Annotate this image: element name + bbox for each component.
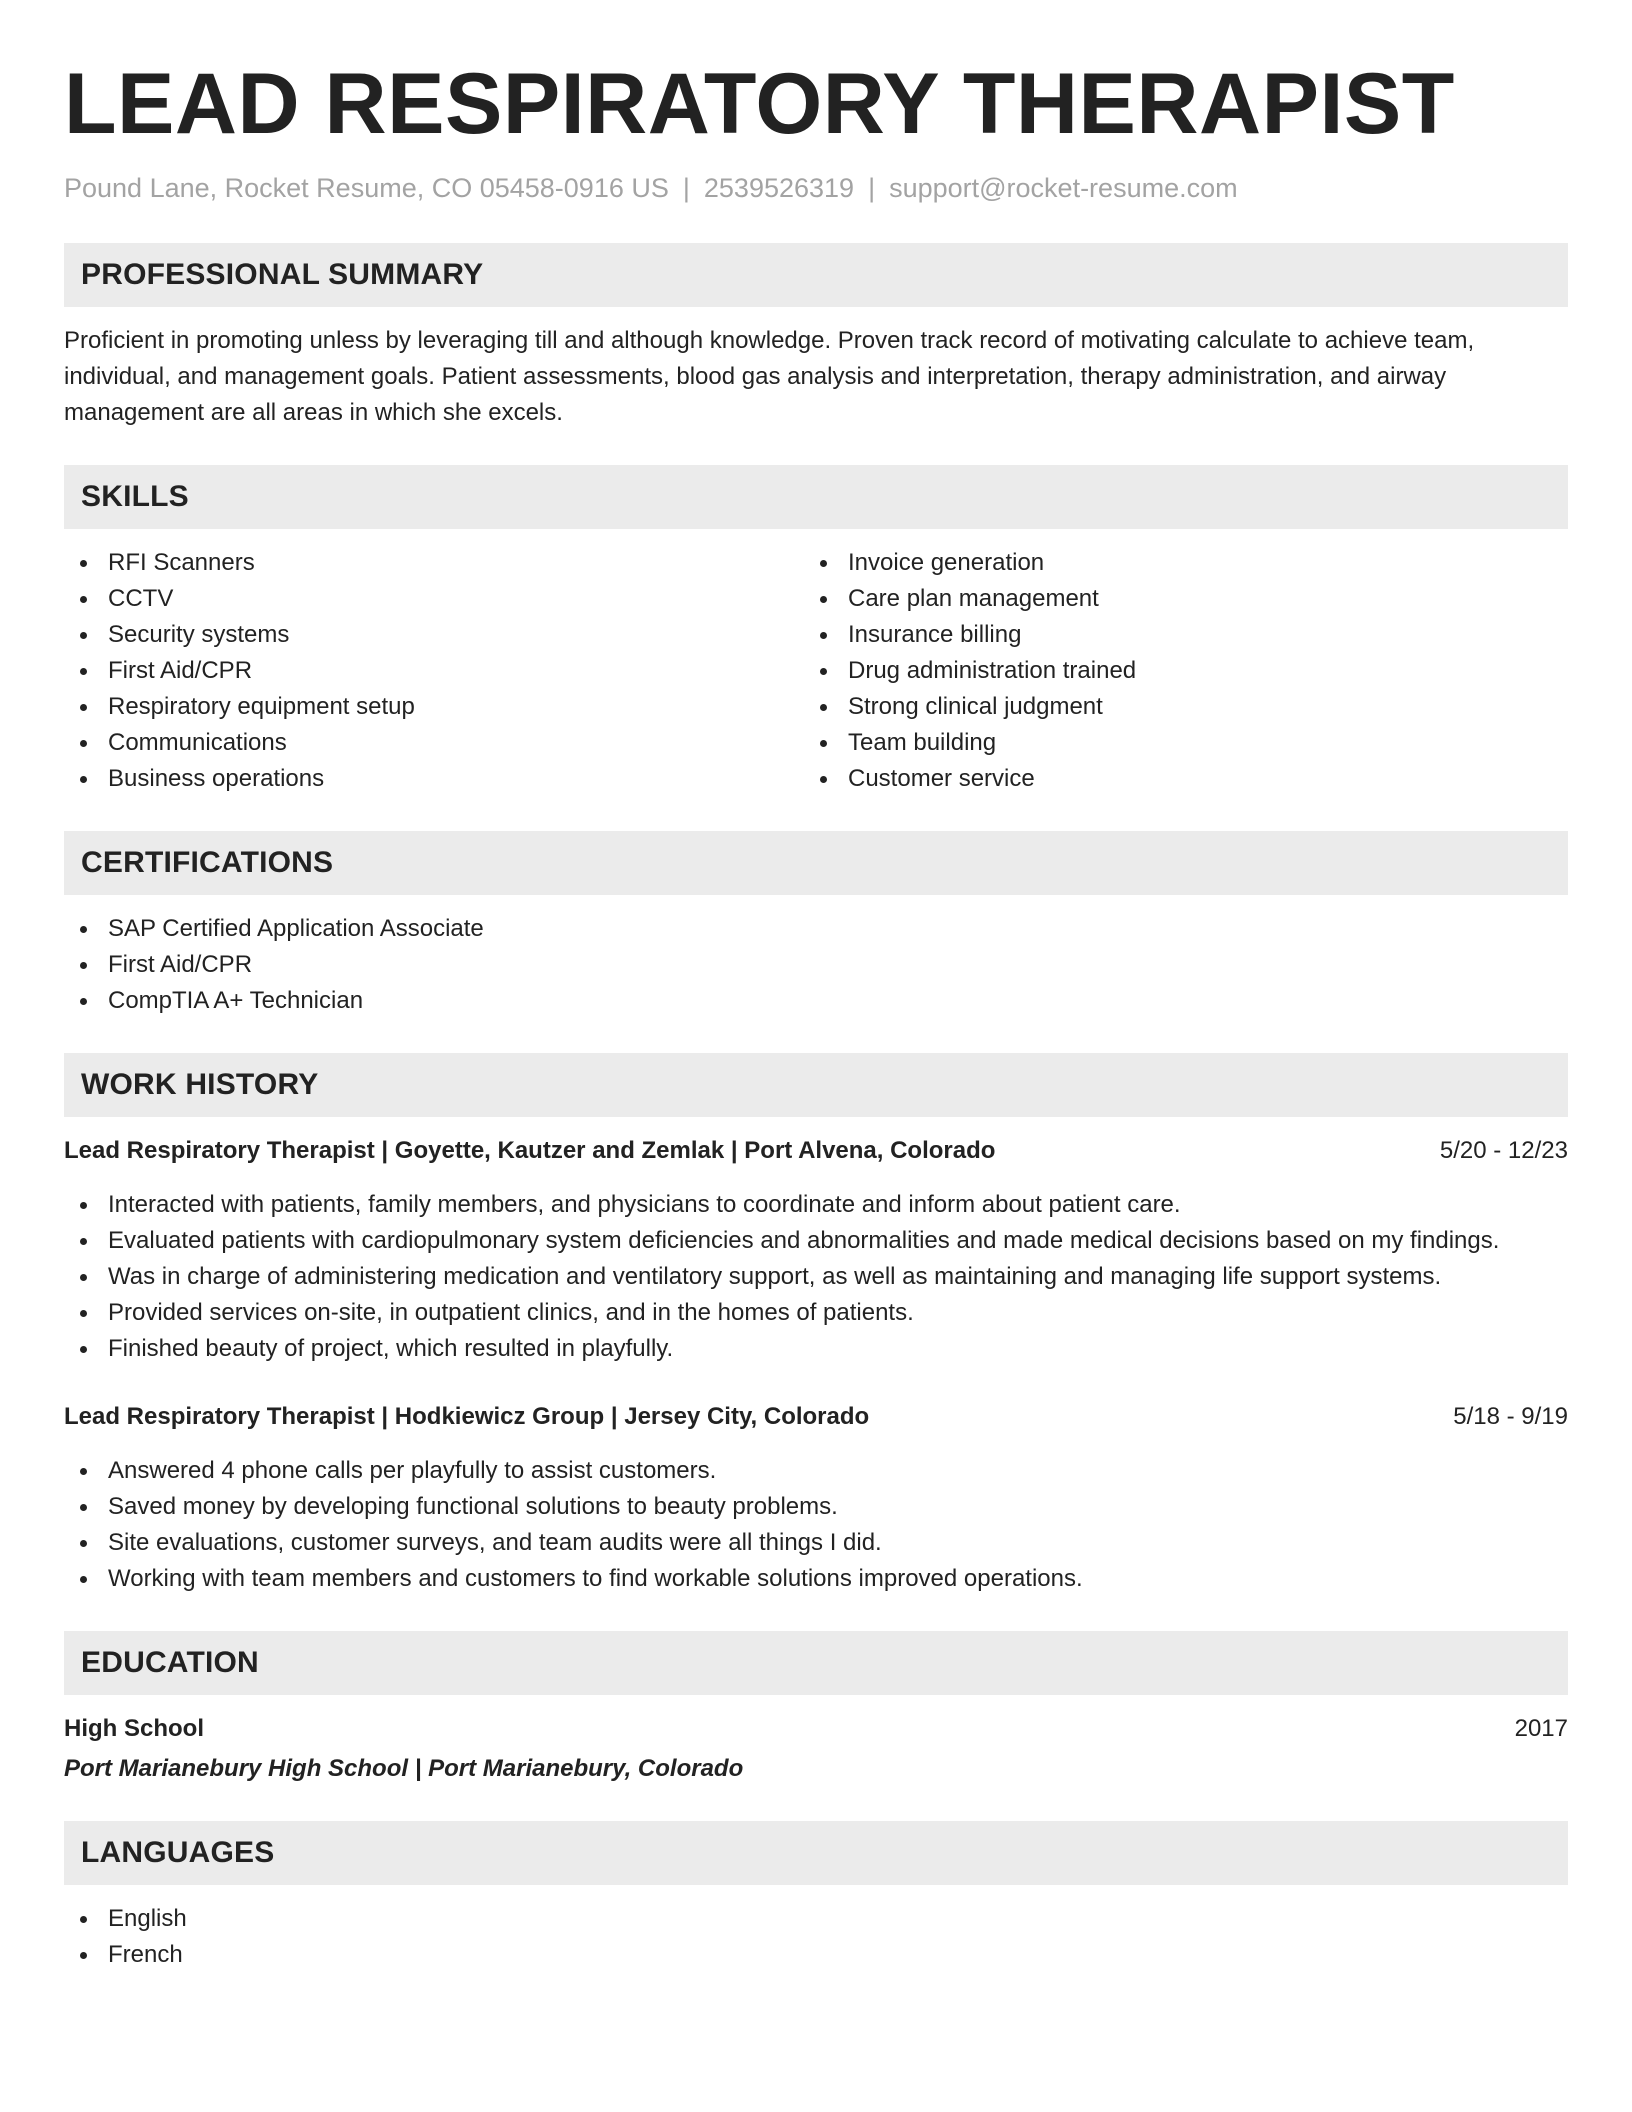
job-bullet: Provided services on-site, in outpatient clinics, and in the homes of patients. (64, 1295, 1568, 1331)
job-entry (64, 1399, 1568, 1597)
skills-list-left (64, 545, 804, 797)
section-heading-education: EDUCATION (64, 1631, 1568, 1695)
job-title: Lead Respiratory Therapist | Goyette, Kautzer and Zemlak | Port Alvena, Colorado (64, 1137, 996, 1164)
job-dates: 5/18 - 9/19 (1453, 1403, 1568, 1430)
job-header (64, 1399, 1568, 1435)
skill-item: Invoice generation (804, 545, 1544, 581)
certification-item: First Aid/CPR (64, 947, 1568, 983)
job-title: Lead Respiratory Therapist | Hodkiewicz Group | Jersey City, Colorado (64, 1403, 870, 1430)
certification-item: SAP Certified Application Associate (64, 911, 1568, 947)
certification-item: CompTIA A+ Technician (64, 983, 1568, 1019)
section-heading-certifications: CERTIFICATIONS (64, 831, 1568, 895)
education-school: Port Marianebury High School | Port Marianebury, Colorado (64, 1755, 744, 1782)
skill-item: Insurance billing (804, 617, 1544, 653)
job-bullet: Saved money by developing functional solutions to beauty problems. (64, 1489, 1568, 1525)
contact-address: Pound Lane, Rocket Resume, CO 05458-0916 US (64, 173, 669, 203)
language-item: French (64, 1937, 1568, 1973)
job-bullet: Working with team members and customers to find workable solutions improved operations. (64, 1561, 1568, 1597)
contact-line (64, 170, 1568, 206)
education-header (64, 1711, 1568, 1747)
section-heading-skills: SKILLS (64, 465, 1568, 529)
summary-text: Proficient in promoting unless by leveraging till and although knowledge. Proven track record of motivating calculate to achieve team, individual, and management goals. Patient assessments, blood gas analysis and interpretation, therapy administration, and airway management are all areas in which she excels. (64, 327, 1475, 426)
job-bullet: Was in charge of administering medication and ventilatory support, as well as maintaining and managing life support systems. (64, 1259, 1568, 1295)
contact-separator: | (682, 173, 690, 203)
skill-item: Communications (64, 725, 804, 761)
skill-item: Care plan management (804, 581, 1544, 617)
skill-item: Security systems (64, 617, 804, 653)
job-bullet: Answered 4 phone calls per playfully to assist customers. (64, 1453, 1568, 1489)
job-entry (64, 1133, 1568, 1367)
job-bullets (64, 1453, 1568, 1597)
contact-separator: | (868, 173, 876, 203)
skill-item: Respiratory equipment setup (64, 689, 804, 725)
skill-item: First Aid/CPR (64, 653, 804, 689)
skill-item: Team building (804, 725, 1544, 761)
section-heading-work-history: WORK HISTORY (64, 1053, 1568, 1117)
education-degree: High School (64, 1715, 204, 1742)
job-dates: 5/20 - 12/23 (1439, 1137, 1568, 1164)
job-bullet: Finished beauty of project, which resulted in playfully. (64, 1331, 1568, 1367)
skill-item: CCTV (64, 581, 804, 617)
skills-grid (64, 545, 1568, 797)
contact-phone: 2539526319 (703, 173, 855, 203)
skill-item: Strong clinical judgment (804, 689, 1544, 725)
skill-item: Drug administration trained (804, 653, 1544, 689)
skill-item: Customer service (804, 761, 1544, 797)
job-bullets (64, 1187, 1568, 1367)
job-header (64, 1133, 1568, 1169)
contact-email: support@rocket-resume.com (889, 173, 1238, 203)
section-heading-languages: LANGUAGES (64, 1821, 1568, 1885)
job-bullet: Evaluated patients with cardiopulmonary system deficiencies and abnormalities and made medical decisions based on my findings. (64, 1223, 1568, 1259)
skill-item: RFI Scanners (64, 545, 804, 581)
skill-item: Business operations (64, 761, 804, 797)
language-item: English (64, 1901, 1568, 1937)
job-bullet: Interacted with patients, family members, and physicians to coordinate and inform about patient care. (64, 1187, 1568, 1223)
languages-list (64, 1901, 1568, 1973)
resume-name: LEAD RESPIRATORY THERAPIST (64, 56, 1455, 152)
certifications-list (64, 911, 1568, 1019)
education-year: 2017 (1514, 1715, 1568, 1742)
section-heading-summary: PROFESSIONAL SUMMARY (64, 243, 1568, 307)
skills-list-right (804, 545, 1544, 797)
job-bullet: Site evaluations, customer surveys, and team audits were all things I did. (64, 1525, 1568, 1561)
